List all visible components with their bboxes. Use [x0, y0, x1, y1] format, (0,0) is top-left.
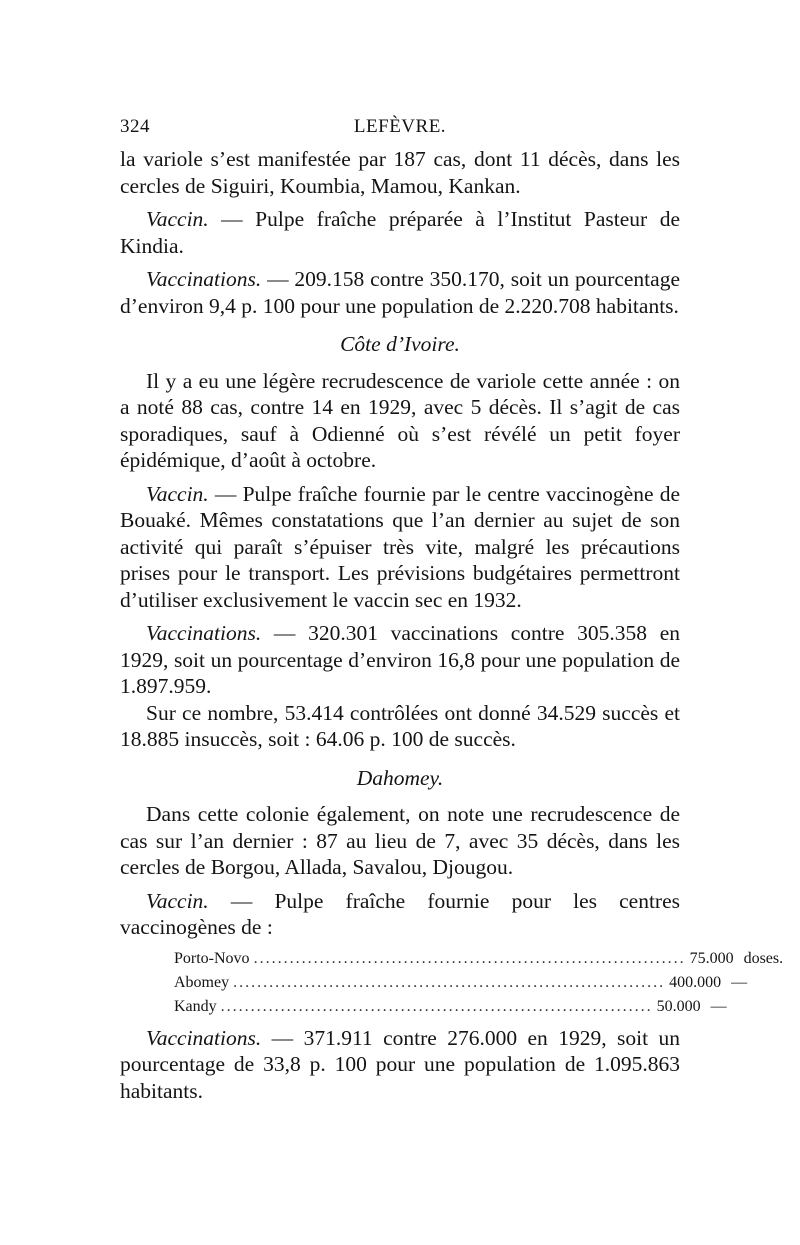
cote-ivoire-results-paragraph: Sur ce nombre, 53.414 contrôlées ont donné 34.529 succès et 18.885 insuccès, soit : 64.06 p. 100 de succès. — [120, 700, 680, 751]
leader-dots: ........................................................................ — [220, 997, 653, 1015]
section-heading-cote-ivoire: Côte d’Ivoire. — [340, 332, 460, 356]
running-head: LEFÈVRE. — [353, 116, 447, 137]
list-item — [174, 971, 748, 995]
section-heading-dahomey: Dahomey. — [356, 765, 444, 790]
centre-doses: 75.000 — [689, 949, 734, 967]
centre-unit: — — [731, 973, 748, 991]
guinee-vaccin-label: Vaccin. — [146, 207, 209, 231]
cote-ivoire-vaccinations-paragraph — [120, 620, 680, 700]
dahomey-vaccinations-label: Vaccinations. — [146, 1025, 262, 1050]
page-number: 324 — [120, 116, 150, 137]
cote-ivoire-vaccin-text: — Pulpe fraîche fournie par le centre vaccinogène de Bouaké. Mêmes constatations que l’an dernier au sujet de son activité qui paraît s’épuiser très vite, malgré les précautions prises pour le transport. Les prévisions budgétaires permettront d’utiliser exclusivement le vaccin sec en 1932. — [120, 481, 680, 612]
guinee-vaccinations-label: Vaccinations. — [146, 267, 262, 291]
centre-name: Porto-Novo — [174, 949, 250, 967]
page-body — [120, 146, 784, 1104]
guinee-vaccinations-text: — 209.158 contre 350.170, soit un pourcentage d’environ 9,4 p. 100 pour une population de 2.220.708 habitants. — [120, 267, 680, 318]
guinee-paragraph: la variole s’est manifestée par 187 cas, dont 11 décès, dans les cercles de Siguiri, Koumbia, Mamou, Kankan. — [120, 147, 680, 198]
dahomey-vaccin-text: — Pulpe fraîche fournie pour les centres vaccinogènes de : — [120, 888, 680, 939]
dahomey-vaccinations-paragraph — [120, 1025, 680, 1105]
guinee-vaccin-paragraph — [120, 206, 680, 259]
centre-doses: 50.000 — [656, 997, 701, 1015]
centre-doses: 400.000 — [669, 973, 722, 991]
centre-name: Kandy — [174, 997, 217, 1015]
centre-unit: doses. — [743, 949, 784, 967]
dahomey-paragraph: Dans cette colonie également, on note une recrudescence de cas sur l’an dernier : 87 au lieu de 7, avec 35 décès, dans les cercles de Borgou, Allada, Savalou, Djougou. — [120, 802, 680, 879]
centre-unit: — — [710, 997, 727, 1015]
cote-ivoire-vaccinations-text: — 320.301 vaccinations contre 305.358 en 1929, soit un pourcentage d’environ 16,8 pour une population de 1.897.959. — [120, 621, 680, 698]
dahomey-vaccinations-text: — 371.911 contre 276.000 en 1929, soit un pourcentage de 33,8 p. 100 pour une population de 1.095.863 habitants. — [120, 1025, 680, 1103]
cote-ivoire-vaccin-label: Vaccin. — [146, 481, 209, 506]
centre-name: Abomey — [174, 973, 230, 991]
dahomey-vaccin-label: Vaccin. — [146, 888, 209, 913]
vaccine-centres-list — [174, 947, 784, 1019]
list-item — [174, 995, 727, 1019]
cote-ivoire-vaccin-paragraph — [120, 481, 680, 614]
page-header — [120, 116, 680, 146]
leader-dots: ........................................................................ — [253, 949, 686, 967]
guinee-vaccin-text: — Pulpe fraîche préparée à l’Institut Pasteur de Kindia. — [120, 207, 680, 258]
cote-ivoire-vaccinations-label: Vaccinations. — [146, 621, 262, 645]
dahomey-vaccin-paragraph — [120, 888, 680, 941]
guinee-vaccinations-paragraph — [120, 266, 680, 319]
list-item — [174, 947, 784, 971]
cote-ivoire-paragraph: Il y a eu une légère recrudescence de variole cette année : on a noté 88 cas, contre 14 en 1929, avec 5 décès. Il s’agit de cas sporadiques, sauf à Odienné où s’est révélé un petit foyer épidémique, d’août à octobre. — [120, 368, 680, 472]
leader-dots: ........................................................................ — [233, 973, 666, 991]
